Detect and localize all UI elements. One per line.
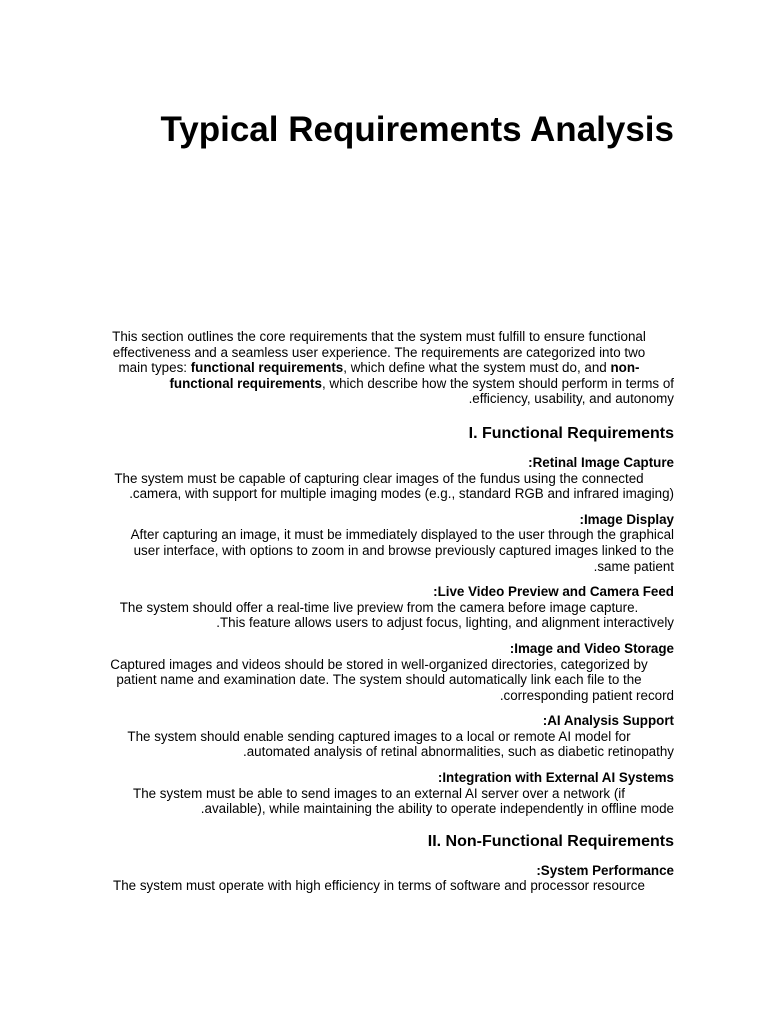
requirement-line: The system should offer a real-time live preview from the camera before image capture. [119, 599, 639, 615]
requirement-item [84, 641, 674, 703]
bold-term: functional requirements [190, 360, 344, 376]
requirement-line: After capturing an image, it must be immediately displayed to the user through the graphical [130, 527, 674, 543]
document-title: Typical Requirements Analysis [160, 110, 674, 149]
requirement-line: .automated analysis of retinal abnormalities, such as diabetic retinopathy [243, 744, 674, 760]
intro-paragraph [84, 329, 674, 407]
requirement-line: Captured images and videos should be stored in well-organized directories, categorized by [110, 656, 648, 672]
requirement-title: :Integration with External AI Systems [437, 770, 674, 786]
bold-term: functional requirements [169, 375, 322, 391]
requirement-line: .camera, with support for multiple imaging modes (e.g., standard RGB and infrared imaging) [129, 486, 674, 502]
requirement-line: The system should enable sending captured images to a local or remote AI model for [127, 728, 631, 744]
requirement-title: :Image Display [579, 511, 674, 527]
intro-line: This section outlines the core requirements that the system must fulfill to ensure functional [112, 329, 646, 344]
requirement-item [84, 863, 674, 894]
section-heading-functional: I. Functional Requirements [468, 424, 674, 442]
requirement-line: .corresponding patient record [499, 687, 674, 703]
requirement-title: :AI Analysis Support [542, 713, 674, 729]
intro-line: effectiveness and a seamless user experience. The requirements are categorized into two [112, 344, 646, 360]
requirement-title: :System Performance [536, 862, 674, 878]
intro-line: .efficiency, usability, and autonomy [468, 391, 674, 407]
requirement-item [84, 584, 674, 631]
intro-line: main types: functional requirements, which define what the system must do, and non- [118, 360, 640, 376]
requirement-item [84, 770, 674, 817]
requirement-item [84, 455, 674, 502]
requirement-item [84, 713, 674, 760]
document-body [84, 329, 674, 894]
intro-line: functional requirements, which describe how the system should perform in terms of [169, 375, 674, 391]
bold-term: non- [610, 360, 640, 376]
requirement-title: :Image and Video Storage [509, 640, 674, 656]
requirement-line: The system must operate with high efficiency in terms of software and processor resource [113, 878, 645, 894]
requirement-line: user interface, with options to zoom in and browse previously captured images linked to the [133, 542, 674, 558]
section-heading-nonfunctional: II. Non-Functional Requirements [427, 832, 674, 850]
requirement-line: .same patient [593, 558, 674, 574]
requirement-line: .available), while maintaining the ability to operate independently in offline mode [200, 801, 674, 817]
requirement-line: The system must be capable of capturing clear images of the fundus using the connected [114, 470, 644, 486]
requirement-title: :Retinal Image Capture [528, 454, 674, 470]
requirement-line: The system must be able to send images to an external AI server over a network (if [133, 785, 625, 801]
requirement-title: :Live Video Preview and Camera Feed [433, 584, 674, 600]
requirement-line: patient name and examination date. The system should automatically link each file to the [116, 672, 642, 688]
requirement-line: .This feature allows users to adjust focus, lighting, and alignment interactively [216, 615, 674, 631]
requirement-item [84, 512, 674, 574]
